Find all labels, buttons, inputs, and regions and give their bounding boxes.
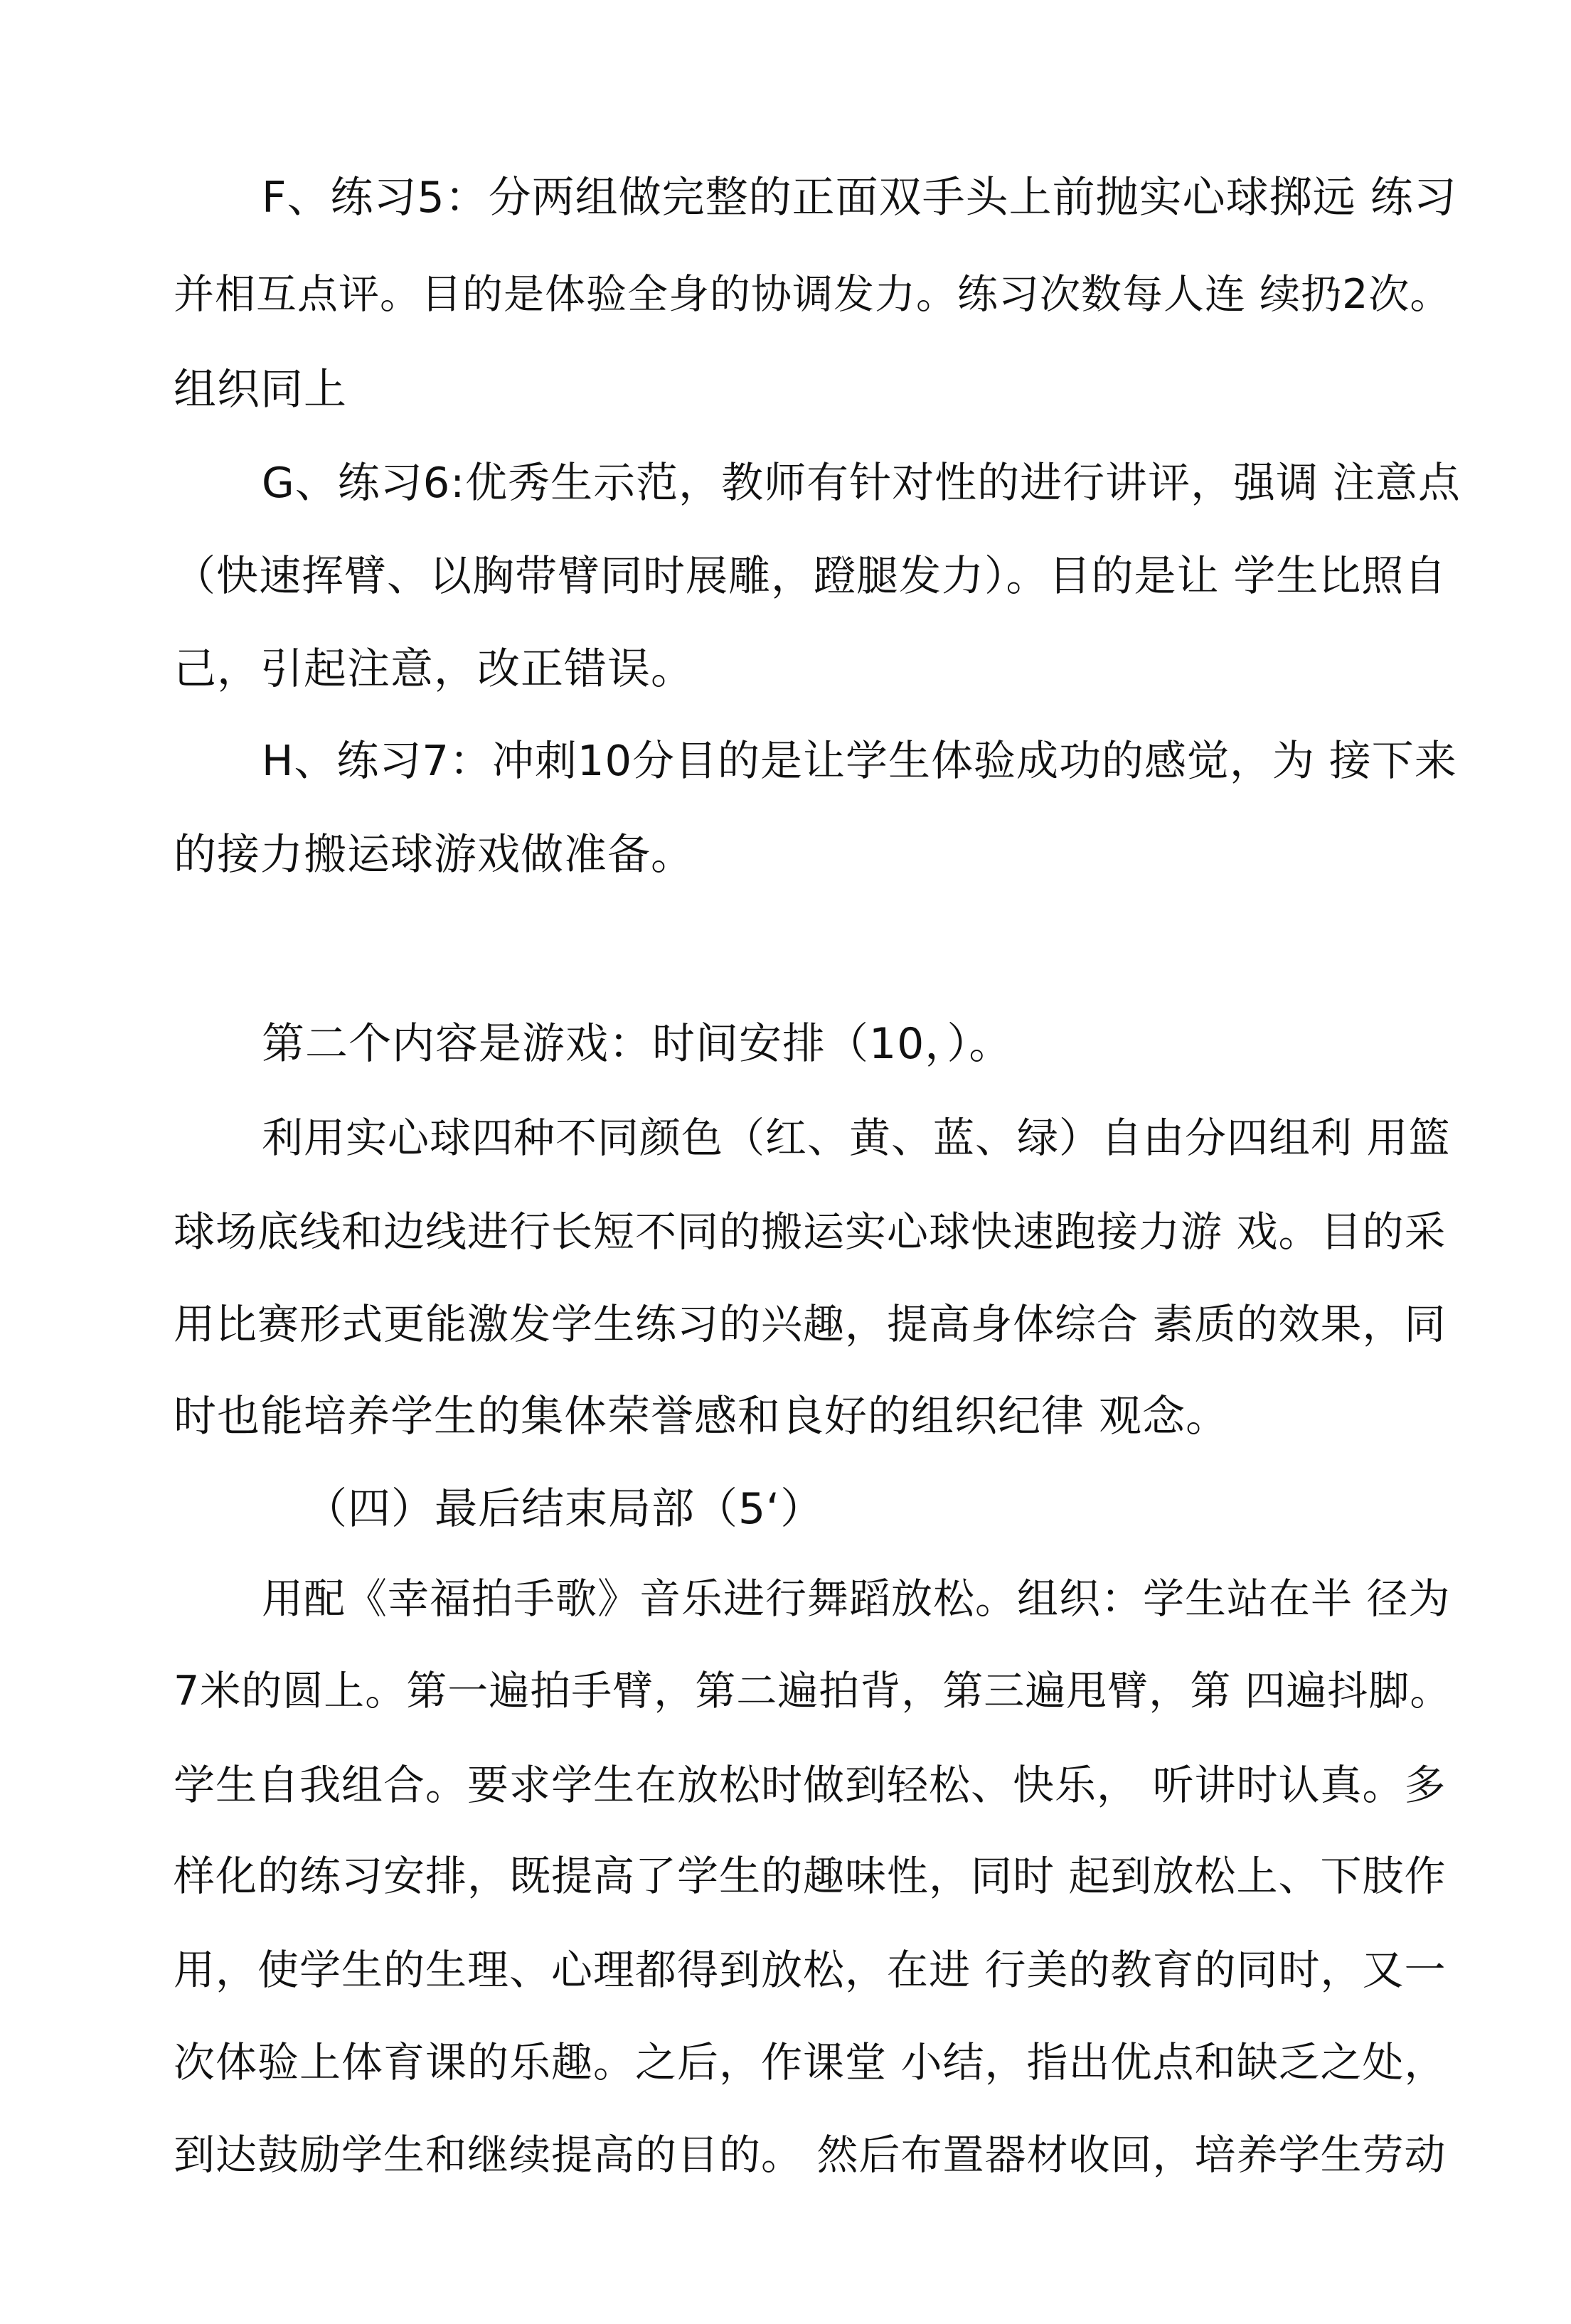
text-line: 时也能培养学生的集体荣誉感和良好的组织纪律 观念。 bbox=[174, 1392, 1230, 1441]
text-line: 球场底线和边线进行长短不同的搬运实心球快速跑接力游 戏。目的采 bbox=[174, 1208, 1447, 1256]
text-line: G、练习6:优秀生示范，教师有针对性的进行讲评，强调 注意点 bbox=[262, 458, 1461, 507]
text-line: （快速挥臂、以胸带臂同时展雕，蹬腿发力）。目的是让 学生比照自 bbox=[174, 551, 1447, 600]
text-line: 次体验上体育课的乐趣。之后，作课堂 小结，指出优点和缺乏之处， bbox=[174, 2038, 1447, 2086]
text-line: 并相互点评。目的是体验全身的协调发力。练习次数每人连 续扔2次。 bbox=[174, 271, 1452, 318]
text-line: 第二个内容是游戏：时间安排（10，）。 bbox=[262, 1019, 1013, 1069]
text-line: 到达鼓励学生和继续提高的目的。 然后布置器材收回，培养学生劳动 bbox=[174, 2131, 1447, 2179]
section-heading: （四）最后结束局部（5‘） bbox=[304, 1484, 824, 1534]
text-line: 组织同上 bbox=[174, 365, 347, 415]
text-line: 7米的圆上。第一遍拍手臂，第二遍拍背，第三遍甩臂，第 四遍抖脚。 bbox=[174, 1668, 1452, 1715]
text-line: 用，使学生的生理、心理都得到放松，在进 行美的教育的同时，又一 bbox=[174, 1946, 1447, 1994]
text-line: 用配《幸福拍手歌》音乐进行舞蹈放松。组织：学生站在半 径为 bbox=[262, 1574, 1451, 1623]
text-line: 学生自我组合。要求学生在放松时做到轻松、快乐， 听讲时认真。多 bbox=[174, 1761, 1447, 1809]
text-line: 样化的练习安排，既提高了学生的趣味性，同时 起到放松上、下肢作 bbox=[174, 1852, 1447, 1900]
text-line: F、练习5：分两组做完整的正面双手头上前抛实心球掷远 练习 bbox=[262, 173, 1457, 223]
text-line: 的接力搬运球游戏做准备。 bbox=[174, 830, 694, 880]
text-line: 己，引起注意，改正错误。 bbox=[174, 644, 694, 694]
text-line: 利用实心球四种不同颜色（红、黄、蓝、绿）自由分四组利 用篮 bbox=[262, 1114, 1451, 1162]
text-line: H、练习7：冲刺10分目的是让学生体验成功的感觉，为 接下来 bbox=[262, 736, 1457, 785]
text-line: 用比赛形式更能激发学生练习的兴趣，提高身体综合 素质的效果，同 bbox=[174, 1300, 1447, 1348]
